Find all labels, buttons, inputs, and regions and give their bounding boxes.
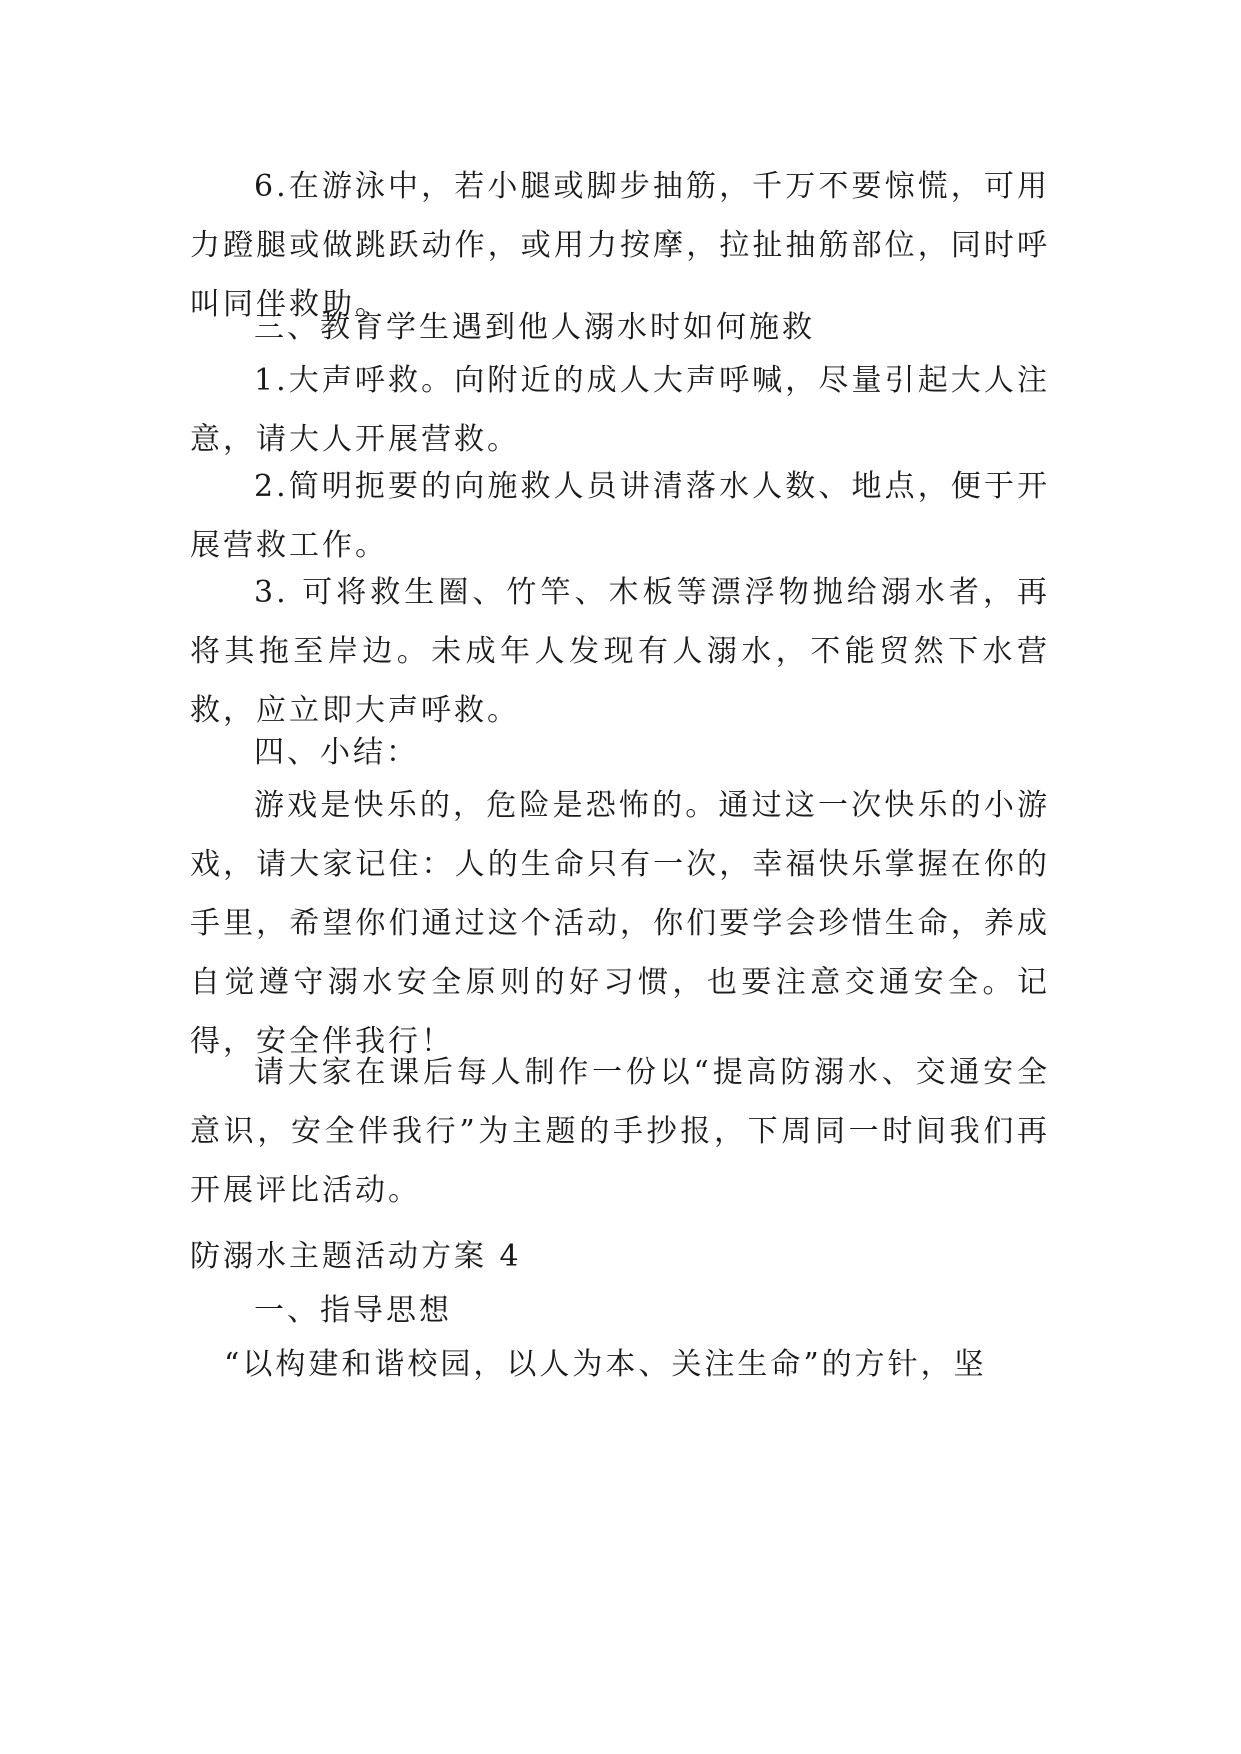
paragraph-inform-rescuers: 2.简明扼要的向施救人员讲清落水人数、地点，便于开展营救工作。	[190, 469, 1050, 563]
paragraph-throw-float: 3. 可将救生圈、竹竿、木板等漂浮物抛给溺水者，再将其拖至岸边。未成年人发现有人溺水，不能贸然下水营救，应立即大声呼救。	[190, 575, 1050, 728]
paragraph-guiding-principle: “以构建和谐校园，以人为本、关注生命”的方针，坚	[224, 1347, 987, 1382]
heading-summary: 四、小结：	[254, 735, 419, 770]
paragraph-call-for-help: 1.大声呼救。向附近的成人大声呼喊，尽量引起大人注意，请大人开展营救。	[190, 363, 1050, 457]
paragraph-homework: 请大家在课后每人制作一份以“提高防溺水、交通安全意识，安全伴我行”为主题的手抄报，下周同一时间我们再开展评比活动。	[190, 1055, 1050, 1208]
heading-guiding-thought: 一、指导思想	[254, 1293, 452, 1328]
paragraph-cramp-advice: 6.在游泳中，若小腿或脚步抽筋，千万不要惊慌，可用力蹬腿或做跳跃动作，或用力按摩，拉扯抽筋部位，同时呼叫同伴救助。	[190, 169, 1050, 322]
paragraph-summary: 游戏是快乐的，危险是恐怖的。通过这一次快乐的小游戏，请大家记住：人的生命只有一次，幸福快乐掌握在你的手里，希望你们通过这个活动，你们要学会珍惜生命，养成自觉遵守溺水安全原则的好习惯，也要注意交通安全。记得，安全伴我行！	[190, 788, 1050, 1059]
heading-rescue-others: 三、教育学生遇到他人溺水时如何施救	[254, 310, 815, 345]
section-title: 防溺水主题活动方案 4	[190, 1239, 522, 1274]
